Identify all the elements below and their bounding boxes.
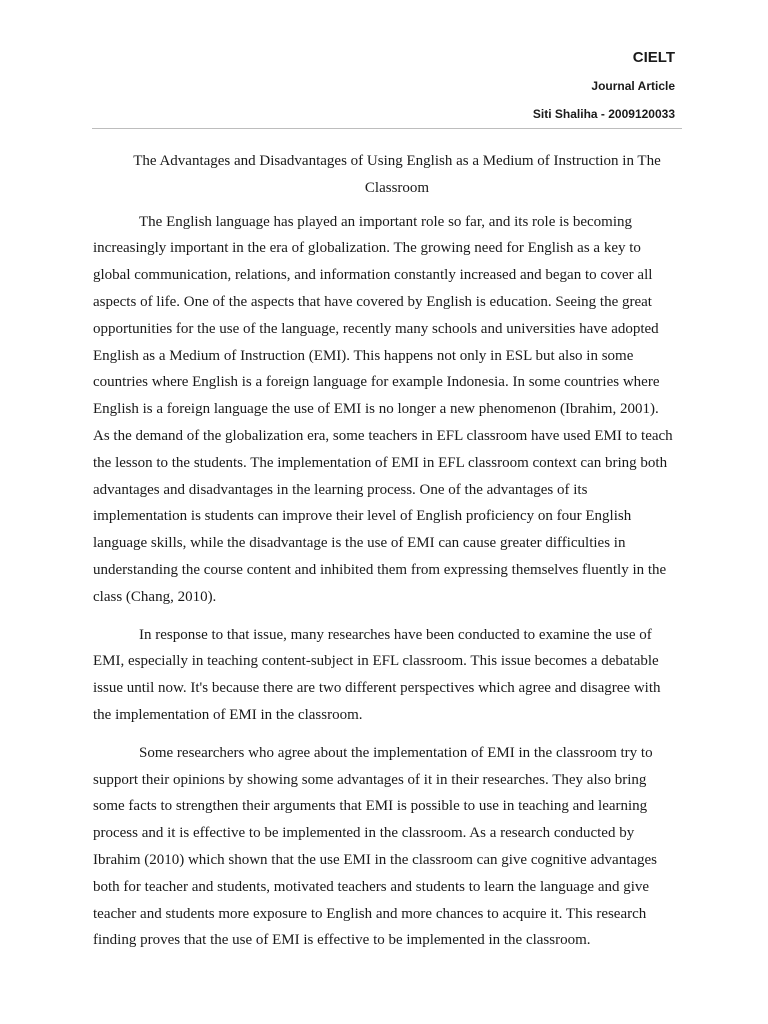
paragraph-3: Some researchers who agree about the implementation of EMI in the classroom try to support their opinions by showing some advantages of it in their researches. They also bring some facts to strengthen their arguments that EMI is possible to use in teaching and learning process and it is effective to be implemented in the classroom. As a research conducted by Ibrahim (2010) which shown that the use EMI in the classroom can give cognitive advantages both for teacher and students, motivated teachers and students to learn the language and give teacher and students more exposure to English and more chances to acquire it. This research finding proves that the use of EMI is effective to be implemented in the classroom. <box>93 744 658 949</box>
document-body <box>93 148 677 954</box>
document-title: The Advantages and Disadvantages of Using English as a Medium of Instruction in The Classroom <box>133 153 661 196</box>
paragraph-2: In response to that issue, many researches have been conducted to examine the use of EMI, especially in teaching content-subject in EFL classroom. This issue becomes a debatable issue until now. It's because there are two different perspectives which agree and disagree with the implementation of EMI in the classroom. <box>93 626 661 723</box>
header-title: CIELT <box>632 49 675 66</box>
header-author-line: Siti Shaliha - 2009120033 <box>532 107 675 121</box>
paragraph-1: The English language has played an important role so far, and its role is becoming increasingly important in the era of globalization. The growing need for English as a key to global communication, relations, and information constantly increased and began to cover all aspects of life. One of the aspects that have covered by English is education. Seeing the great opportunities for the use of the language, recently many schools and universities have adopted English as a Medium of Instruction (EMI). This happens not only in ESL but also in some countries where English is a foreign language for example Indonesia. In some countries where English is a foreign language the use of EMI is no longer a new phenomenon (Ibrahim, 2001). As the demand of the globalization era, some teachers in EFL classroom have used EMI to teach the lesson to the students. The implementation of EMI in EFL classroom context can bring both advantages and disadvantages in the learning process. One of the advantages of its implementation is students can improve their level of English proficiency on four English language skills, while the disadvantage is the use of EMI can cause greater difficulties in understanding the course content and inhibited them from expressing themselves fluently in the class (Chang, 2010). <box>93 213 673 605</box>
header-divider <box>92 128 682 129</box>
header-subtitle: Journal Article <box>591 79 675 93</box>
page-header <box>533 44 675 128</box>
